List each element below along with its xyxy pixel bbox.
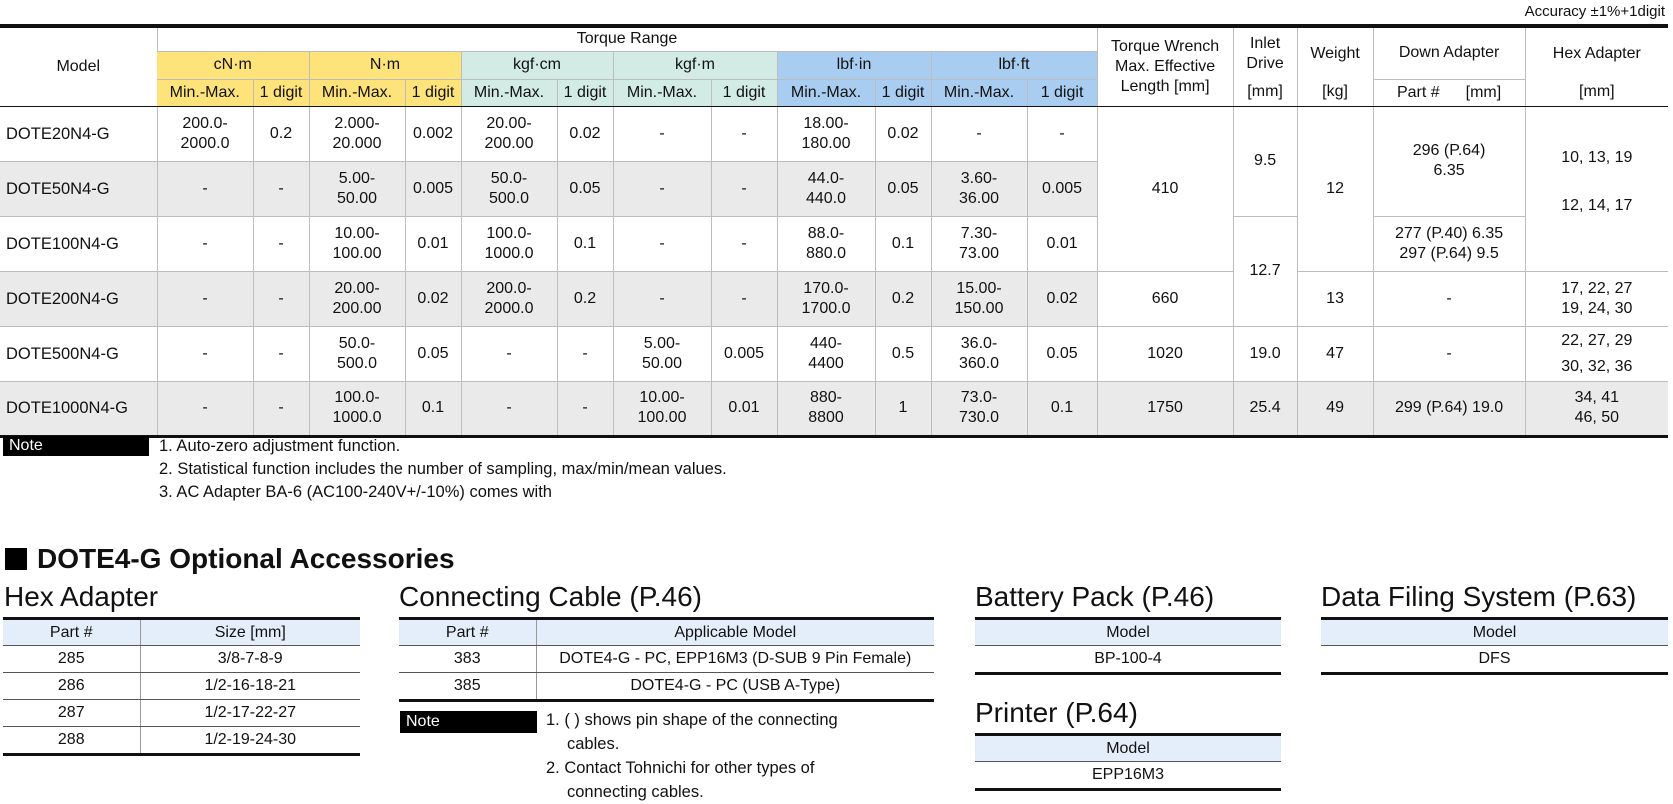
- value-cell: 0.2: [875, 271, 931, 326]
- merged-cell: 25.4: [1233, 381, 1297, 436]
- merged-cell: 49: [1297, 381, 1373, 436]
- value-line: 360.0: [958, 354, 1000, 372]
- header-torque-range: Torque Range: [157, 26, 1097, 51]
- value-cell: [931, 161, 1027, 216]
- value-line: 200.0-: [486, 279, 532, 297]
- merged-cell: 9.5: [1233, 106, 1297, 216]
- value-line: 100.0-: [486, 224, 532, 242]
- value-line: 20.000: [332, 134, 382, 152]
- value-cell: [931, 326, 1027, 381]
- value-cell: [777, 161, 875, 216]
- value-line: 440-: [809, 334, 843, 352]
- value-cell: -: [1027, 106, 1097, 161]
- section-square-icon: [5, 548, 27, 570]
- down-part-label: Part #: [1396, 83, 1440, 101]
- value-cell: -: [613, 271, 711, 326]
- header-wrench-length: [1097, 26, 1233, 106]
- digit-header: 1 digit: [1027, 79, 1097, 106]
- value-cell: 0.1: [557, 216, 613, 271]
- value-line: 1000.0: [484, 244, 534, 262]
- value-cell: 0.02: [405, 271, 461, 326]
- down-adapter-line: 277 (P.40) 6.35: [1394, 224, 1504, 242]
- value-cell: [613, 326, 711, 381]
- value-cell: -: [253, 271, 309, 326]
- value-line: 200.00: [484, 134, 534, 152]
- model-cell: DOTE100N4-G: [0, 216, 157, 271]
- table-row: [0, 271, 1668, 326]
- table-row: [0, 106, 1668, 161]
- table-cell: 287: [3, 700, 140, 727]
- spec-table: [0, 24, 1668, 438]
- value-line: 4400: [808, 354, 844, 372]
- value-cell: 0.1: [875, 216, 931, 271]
- merged-cell: -: [1373, 326, 1525, 381]
- value-cell: 0.1: [1027, 381, 1097, 436]
- table-cell: 1/2-19-24-30: [140, 727, 360, 755]
- battery-header: Model: [975, 619, 1281, 646]
- model-cell: DOTE200N4-G: [0, 271, 157, 326]
- value-cell: [309, 381, 405, 436]
- value-line: 100.00: [332, 244, 382, 262]
- minmax-header: Min.-Max.: [157, 79, 253, 106]
- merged-cell: 299 (P.64) 19.0: [1373, 381, 1525, 436]
- merged-line: 17, 22, 27: [1561, 279, 1633, 297]
- value-cell: -: [613, 216, 711, 271]
- value-line: 73.0-: [960, 389, 998, 406]
- merged-cell: [1525, 381, 1668, 436]
- down-adapter-subheader: [1373, 79, 1525, 106]
- value-cell: [777, 271, 875, 326]
- table-cell: 3/8-7-8-9: [140, 646, 360, 673]
- table-row: [399, 646, 934, 673]
- value-cell: 0.02: [875, 106, 931, 161]
- battery-table: [975, 617, 1281, 675]
- cable-note-2: 2. Contact Tohnichi for other types of: [546, 759, 815, 777]
- merged-cell: 12.7: [1233, 216, 1297, 326]
- value-cell: 0.05: [875, 161, 931, 216]
- value-cell: [777, 381, 875, 436]
- merged-cell: 1020: [1097, 326, 1233, 381]
- digit-header: 1 digit: [875, 79, 931, 106]
- value-cell: [309, 161, 405, 216]
- note-label: Note: [3, 436, 149, 456]
- value-line: 100.00: [637, 409, 687, 426]
- value-cell: -: [711, 216, 777, 271]
- table-cell: 385: [453, 677, 481, 694]
- cable-note-2-cont: connecting cables.: [567, 783, 704, 801]
- value-line: 18.00-: [803, 114, 849, 132]
- value-line: 50.00: [336, 189, 378, 207]
- table-cell: 285: [3, 646, 140, 673]
- value-cell: 1: [875, 381, 931, 436]
- value-line: 2.000-: [334, 114, 380, 132]
- value-cell: 0.05: [1027, 326, 1097, 381]
- value-cell: -: [461, 381, 557, 436]
- value-line: 50.0-: [490, 169, 528, 187]
- table-row: [0, 326, 1668, 381]
- table-row: [3, 727, 360, 755]
- value-line: 44.0-: [807, 169, 845, 187]
- dfs-table-title: Data Filing System (P.63): [1321, 581, 1637, 612]
- table-row: [3, 673, 360, 700]
- value-cell: [461, 216, 557, 271]
- table-cell: DOTE4-G - PC, EPP16M3 (D-SUB 9 Pin Female): [536, 646, 934, 673]
- value-cell: [309, 326, 405, 381]
- weight-unit: [kg]: [1297, 79, 1373, 106]
- value-line: 500.0: [488, 189, 530, 207]
- cable-header-part: Part #: [399, 619, 536, 646]
- table-row: [0, 381, 1668, 436]
- value-cell: -: [711, 271, 777, 326]
- merged-line: 22, 27, 29: [1561, 331, 1633, 349]
- value-cell: -: [157, 161, 253, 216]
- merged-cell: 19.0: [1233, 326, 1297, 381]
- hex-header-size: Size [mm]: [140, 619, 360, 646]
- cable-note-label: Note: [400, 711, 537, 733]
- dfs-table: [1321, 617, 1668, 675]
- merged-cell: 410: [1097, 106, 1233, 271]
- value-cell: -: [931, 106, 1027, 161]
- unit-lbfin: lbf·in: [777, 51, 931, 79]
- value-cell: [777, 106, 875, 161]
- table-cell: 1/2-16-18-21: [140, 673, 360, 700]
- merged-cell: -: [1373, 271, 1525, 326]
- table-row: [399, 673, 934, 701]
- value-line: 36.00: [958, 189, 1000, 207]
- merged-cell: [1373, 106, 1525, 216]
- inlet-line2: Drive: [1246, 54, 1284, 72]
- merged-cell: [1373, 216, 1525, 271]
- value-line: 200.0-: [182, 114, 228, 132]
- digit-header: 1 digit: [557, 79, 613, 106]
- value-line: 36.0-: [960, 334, 998, 352]
- value-line: 50.0-: [338, 334, 376, 352]
- value-cell: [777, 216, 875, 271]
- value-cell: [931, 381, 1027, 436]
- model-cell: DOTE1000N4-G: [0, 381, 157, 436]
- model-cell: DOTE50N4-G: [0, 161, 157, 216]
- table-cell: 288: [57, 731, 85, 748]
- hex-line: 10, 13, 19: [1561, 148, 1633, 166]
- model-cell: DOTE20N4-G: [0, 106, 157, 161]
- table-cell: DOTE4-G - PC (USB A-Type): [536, 673, 934, 701]
- note-3: 3. AC Adapter BA-6 (AC100-240V+/-10%) comes with: [159, 483, 552, 501]
- value-line: 1000.0: [332, 409, 382, 426]
- value-cell: -: [253, 381, 309, 436]
- merged-cell: 1750: [1097, 381, 1233, 436]
- merged-line: 19, 24, 30: [1561, 299, 1633, 317]
- value-cell: -: [557, 326, 613, 381]
- wrench-length-line3: Length [mm]: [1120, 77, 1210, 95]
- value-cell: 0.005: [1027, 161, 1097, 216]
- accuracy-note: Accuracy ±1%+1digit: [1524, 3, 1665, 20]
- value-line: 15.00-: [956, 279, 1002, 297]
- value-line: 10.00-: [334, 224, 380, 242]
- merged-cell: 12: [1297, 106, 1373, 271]
- dfs-model: DFS: [1478, 650, 1511, 667]
- down-adapter-line: 296 (P.64): [1412, 142, 1486, 159]
- unit-kgfcm: kgf·cm: [461, 51, 613, 79]
- value-cell: 0.01: [405, 216, 461, 271]
- value-cell: -: [711, 161, 777, 216]
- value-line: 880-: [809, 389, 843, 406]
- digit-header: 1 digit: [711, 79, 777, 106]
- value-cell: [157, 106, 253, 161]
- unit-lbfft: lbf·ft: [931, 51, 1097, 79]
- value-cell: 0.2: [557, 271, 613, 326]
- hex-table-title: Hex Adapter: [4, 581, 159, 612]
- value-line: 100.0-: [334, 389, 380, 406]
- header-hex-adapter: Hex Adapter: [1525, 26, 1668, 79]
- value-line: 170.0-: [803, 279, 849, 297]
- merged-line: 46, 50: [1574, 409, 1620, 426]
- value-line: 5.00-: [643, 334, 681, 352]
- value-line: 8800: [808, 409, 844, 426]
- value-cell: -: [157, 216, 253, 271]
- merged-cell: 660: [1097, 271, 1233, 326]
- value-cell: 0.01: [1027, 216, 1097, 271]
- value-cell: 0.05: [405, 326, 461, 381]
- unit-kgfm: kgf·m: [613, 51, 777, 79]
- cable-table-title: Connecting Cable (P.46): [399, 581, 703, 612]
- down-mm-label: [mm]: [1465, 83, 1502, 101]
- value-line: 2000.0: [180, 134, 230, 152]
- hex-header-part: Part #: [3, 619, 140, 646]
- header-weight: Weight: [1297, 26, 1373, 79]
- wrench-length-line2: Max. Effective: [1114, 57, 1216, 75]
- merged-cell: [1525, 271, 1668, 326]
- value-cell: -: [253, 326, 309, 381]
- header-model: Model: [0, 26, 157, 106]
- value-cell: 0.01: [711, 381, 777, 436]
- dfs-header: Model: [1321, 619, 1668, 646]
- value-line: 200.00: [332, 299, 382, 317]
- header-down-adapter: Down Adapter: [1373, 26, 1525, 79]
- value-cell: -: [253, 161, 309, 216]
- value-cell: -: [613, 161, 711, 216]
- merged-line: 30, 32, 36: [1561, 357, 1633, 375]
- value-cell: [777, 326, 875, 381]
- note-2: 2. Statistical function includes the number of sampling, max/min/mean values.: [159, 460, 727, 478]
- printer-header: Model: [975, 735, 1281, 762]
- value-cell: -: [157, 326, 253, 381]
- inlet-unit: [mm]: [1233, 79, 1297, 106]
- value-cell: [461, 161, 557, 216]
- value-line: 5.00-: [338, 169, 376, 187]
- merged-cell: [1525, 106, 1668, 271]
- minmax-header: Min.-Max.: [931, 79, 1027, 106]
- value-line: 73.00: [958, 244, 1000, 262]
- value-line: 10.00-: [639, 389, 685, 406]
- minmax-header: Min.-Max.: [309, 79, 405, 106]
- value-cell: -: [157, 271, 253, 326]
- merged-cell: [1525, 326, 1668, 381]
- value-cell: [461, 106, 557, 161]
- table-row: [3, 646, 360, 673]
- value-cell: [309, 216, 405, 271]
- value-line: 1700.0: [801, 299, 851, 317]
- minmax-header: Min.-Max.: [777, 79, 875, 106]
- cable-note-1-cont: cables.: [567, 735, 620, 753]
- inlet-line1: Inlet: [1249, 34, 1281, 52]
- merged-cell: 47: [1297, 326, 1373, 381]
- value-line: 180.00: [801, 134, 851, 152]
- value-line: 7.30-: [960, 224, 998, 242]
- minmax-header: Min.-Max.: [613, 79, 711, 106]
- value-cell: -: [613, 106, 711, 161]
- value-cell: 0.02: [557, 106, 613, 161]
- value-line: 2000.0: [484, 299, 534, 317]
- value-cell: [931, 216, 1027, 271]
- table-row: [0, 216, 1668, 271]
- merged-cell: 13: [1297, 271, 1373, 326]
- value-cell: 0.005: [711, 326, 777, 381]
- value-cell: 0.2: [253, 106, 309, 161]
- cable-header-model: Applicable Model: [536, 619, 934, 646]
- value-line: 3.60-: [960, 169, 998, 187]
- digit-header: 1 digit: [253, 79, 309, 106]
- table-cell: 286: [3, 673, 140, 700]
- down-adapter-line: 6.35: [1433, 162, 1465, 179]
- table-cell: 1/2-17-22-27: [140, 700, 360, 727]
- value-cell: [461, 271, 557, 326]
- unit-cnm: cN·m: [157, 51, 309, 79]
- value-line: 20.00-: [334, 279, 380, 297]
- value-cell: 0.005: [405, 161, 461, 216]
- value-line: 440.0: [805, 189, 847, 207]
- cable-note-1: 1. ( ) shows pin shape of the connecting: [546, 711, 838, 729]
- battery-table-title: Battery Pack (P.46): [975, 581, 1215, 612]
- model-cell: DOTE500N4-G: [0, 326, 157, 381]
- value-cell: -: [711, 106, 777, 161]
- hex-line: 12, 14, 17: [1561, 196, 1633, 214]
- value-cell: [931, 271, 1027, 326]
- value-line: 880.0: [805, 244, 847, 262]
- table-row: [3, 700, 360, 727]
- value-cell: -: [253, 216, 309, 271]
- value-line: 150.00: [954, 299, 1004, 317]
- minmax-header: Min.-Max.: [461, 79, 557, 106]
- value-cell: [309, 271, 405, 326]
- cable-table: [399, 617, 934, 702]
- value-line: 50.00: [641, 354, 683, 372]
- header-inlet: [1233, 26, 1297, 79]
- table-cell: 383: [399, 646, 536, 673]
- value-line: 500.0: [336, 354, 378, 372]
- value-cell: -: [557, 381, 613, 436]
- printer-model: EPP16M3: [1091, 766, 1165, 783]
- battery-model: BP-100-4: [1094, 650, 1162, 667]
- value-cell: 0.002: [405, 106, 461, 161]
- hex-adapter-unit: [mm]: [1525, 79, 1668, 106]
- printer-table: [975, 733, 1281, 791]
- value-cell: [613, 381, 711, 436]
- value-cell: 0.1: [405, 381, 461, 436]
- value-cell: -: [157, 381, 253, 436]
- printer-table-title: Printer (P.64): [975, 697, 1138, 728]
- merged-line: 34, 41: [1574, 389, 1620, 406]
- unit-nm: N·m: [309, 51, 461, 79]
- section-title: DOTE4-G Optional Accessories: [37, 543, 455, 574]
- value-cell: 0.02: [1027, 271, 1097, 326]
- value-cell: -: [461, 326, 557, 381]
- value-cell: [309, 106, 405, 161]
- value-line: 730.0: [958, 409, 1000, 426]
- value-cell: 0.5: [875, 326, 931, 381]
- down-adapter-line: 297 (P.64) 9.5: [1399, 244, 1499, 262]
- wrench-length-line1: Torque Wrench: [1110, 37, 1220, 55]
- digit-header: 1 digit: [405, 79, 461, 106]
- hex-adapter-table: [3, 617, 360, 756]
- value-line: 20.00-: [486, 114, 532, 132]
- value-line: 88.0-: [807, 224, 845, 242]
- value-cell: 0.05: [557, 161, 613, 216]
- note-1: 1. Auto-zero adjustment function.: [159, 437, 401, 455]
